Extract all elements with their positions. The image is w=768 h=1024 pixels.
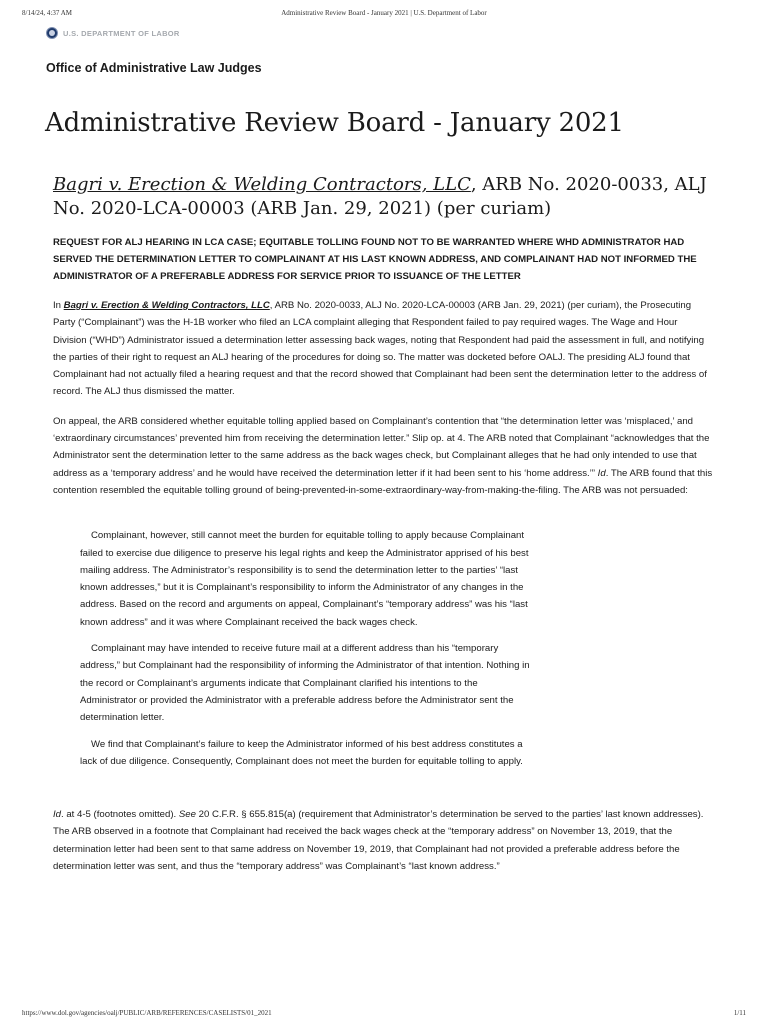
dol-seal-icon <box>46 27 58 39</box>
summary-paragraph-2 <box>53 413 713 499</box>
dol-brand[interactable] <box>46 27 180 39</box>
p2-text-a: On appeal, the ARB considered whether equitable tolling applied based on Complainant’s contention that “the determination letter was ‘misplaced,’ and ‘extraordinary circumstances’ prevented him from receiving the determination letter.” Slip op. at 4. The ARB noted that Complainant “acknowledges that the Administrator sent the determination letter to the same address as the back wages check, but Complainant alleges that he had only intended to use that address as a ‘temporary address’ and he would have received the determination letter if it had been sent to his ‘home address.’” <box>53 415 710 479</box>
p2-text-b: . The ARB found that this contention resembled the equitable tolling ground of being-prevented-in-some-extraordinary-way-from-making-the-filing. The ARB was not persuaded: <box>53 467 713 496</box>
p1-text: , ARB No. 2020-0033, ALJ No. 2020-LCA-00003 (ARB Jan. 29, 2021) (per curiam), the Prosecuting Party (“Complainant”) was the H-1B worker who filed an LCA complaint alleging that Respondent failed to pay required wages. The Wage and Hour Division (“WHD”) Administrator issued a determination letter assessing back wages, noting that Respondent had paid the assessment in full, and notifying the parties of their right to request an ALJ hearing of the procedures for doing so. The matter was docketed before OALJ. The presiding ALJ found that Complainant had not actually filed a hearing request and that the record showed that Complainant had been sent the determination letter to the address of record. The ALJ thus dismissed the matter. <box>53 300 707 398</box>
quote-paragraph-1: Complainant, however, still cannot meet the burden for equitable tolling to apply because Complainant failed to exercise due diligence to preserve his legal rights and keep the Administrator apprised of his best mailing address. The Administrator’s responsibility is to send the determination letter to the parties’ “last known addresses,” but it is Complainant’s responsibility to inform the Administrator of any changes in the address. Based on the record and arguments on appeal, Complainant’s “temporary address” was his “last known address” and it was where Complainant received the back wages check. <box>80 530 529 628</box>
p3-text-b: 20 C.F.R. § 655.815(a) (requirement that Administrator’s determination be served to the parties’ last known addresses). The ARB observed in a footnote that Complainant had received the back wages check at the “temporary address” on November 13, 2019, that the determination letter had been sent to that same address on November 19, 2019, that Complainant had not provided a preferable address before the determination letter was sent, and thus the “temporary address” was Complainant’s “last known address.” <box>53 809 704 873</box>
page-title: Administrative Review Board - January 2021 <box>45 108 624 138</box>
dol-name: U.S. DEPARTMENT OF LABOR <box>63 28 180 38</box>
print-url: https://www.dol.gov/agencies/oalj/PUBLIC/ARB/REFERENCES/CASELISTS/01_2021 <box>22 1009 272 1017</box>
p3-see: See <box>178 809 196 821</box>
case-title-link[interactable]: Bagri v. Erection & Welding Contractors, LLC <box>53 174 471 195</box>
case-title <box>53 173 713 221</box>
case-summary <box>53 234 713 887</box>
print-page-number: 1/11 <box>733 1009 746 1017</box>
summary-paragraph-1 <box>53 297 713 401</box>
p1-prefix: In <box>53 300 64 311</box>
block-quote <box>80 527 535 770</box>
p3-text-a: . at 4-5 (footnotes omitted). <box>61 809 179 821</box>
print-date: 8/14/24, 4:37 AM <box>22 9 72 17</box>
office-name[interactable]: Office of Administrative Law Judges <box>46 61 262 75</box>
quote-paragraph-2: Complainant may have intended to receive future mail at a different address than his “temporary address,” but Complainant had the responsibility of informing the Administrator of that intention. Nothing in the record or Complainant’s arguments indicate that Complainant clarified his intentions to the Administrator or provided the Administrator with a preferable address before the Administrator sent the determination letter. <box>80 643 530 724</box>
print-page-title: Administrative Review Board - January 2021 | U.S. Department of Labor <box>281 9 487 17</box>
case-headnote: REQUEST FOR ALJ HEARING IN LCA CASE; EQUITABLE TOLLING FOUND NOT TO BE WARRANTED WHERE WHD ADMINISTRATOR HAD SERVED THE DETERMINATION LETTER TO COMPLAINANT AT HIS LAST KNOWN ADDRESS, AND COMPLAINANT HAD NOT INFORMED THE ADMINISTRATOR OF A PREFERABLE ADDRESS FOR SERVICE PRIOR TO ISSUANCE OF THE LETTER <box>53 237 697 282</box>
quote-paragraph-3: We find that Complainant’s failure to keep the Administrator informed of his best address constitutes a lack of due diligence. Consequently, Complainant does not meet the burden for equitable tolling to apply. <box>80 738 523 767</box>
p3-id: Id <box>53 809 62 821</box>
case-citation: , ARB No. 2020-0033, ALJ No. 2020-LCA-00003 (ARB Jan. 29, 2021) (per curiam) <box>53 174 707 219</box>
summary-paragraph-3 <box>53 806 713 875</box>
p2-id: Id <box>597 467 606 479</box>
case-inline-link[interactable]: Bagri v. Erection & Welding Contractors, LLC <box>63 300 270 311</box>
